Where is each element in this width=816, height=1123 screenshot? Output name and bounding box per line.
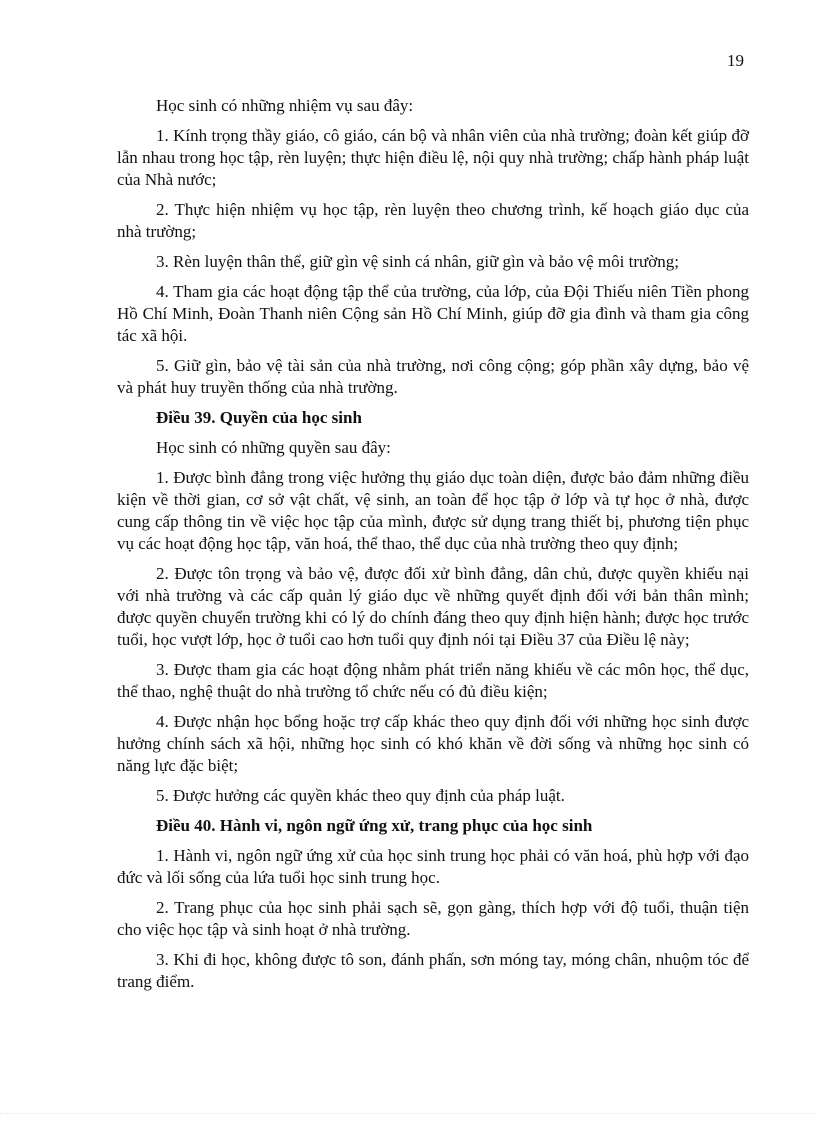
duties-intro: Học sinh có những nhiệm vụ sau đây: [156,96,414,115]
right-item: 3. Được tham gia các hoạt động nhằm phát triển năng khiếu về các môn học, thể dục, thể thao, nghệ thuật do nhà trường tổ chức nếu có đủ điều kiện; [117,660,749,701]
right-item: 1. Được bình đẳng trong việc hưởng thụ giáo dục toàn diện, được bảo đảm những điều kiện về thời gian, cơ sở vật chất, vệ sinh, an toàn để học tập ở lớp và tự học ở nhà, được cung cấp thông tin về việc học tập của mình, được sử dụng trang thiết bị, phương tiện phục vụ các hoạt động học tập, văn hoá, thể thao, thể dục của nhà trường theo quy định; [117,468,749,553]
right-item: 2. Được tôn trọng và bảo vệ, được đối xử bình đẳng, dân chủ, được quyền khiếu nại với nhà trường và các cấp quản lý giáo dục về những quyết định đối với bản thân mình; được quyền chuyển trường khi có lý do chính đáng theo quy định hiện hành; được học trước tuổi, học vượt lớp, học ở tuổi cao hơn tuổi quy định nói tại Điều 37 của Điều lệ này; [117,564,749,649]
page-bottom-divider [0,1113,816,1114]
conduct-item: 3. Khi đi học, không được tô son, đánh phấn, sơn móng tay, móng chân, nhuộm tóc để trang điểm. [117,950,749,991]
document-body [117,95,749,1001]
duty-item: 3. Rèn luyện thân thể, giữ gìn vệ sinh cá nhân, giữ gìn và bảo vệ môi trường; [156,252,679,271]
duty-item: 1. Kính trọng thầy giáo, cô giáo, cán bộ và nhân viên của nhà trường; đoàn kết giúp đỡ lẫn nhau trong học tập, rèn luyện; thực hiện điều lệ, nội quy nhà trường; chấp hành pháp luật của Nhà nước; [117,126,749,189]
conduct-item: 1. Hành vi, ngôn ngữ ứng xử của học sinh trung học phải có văn hoá, phù hợp với đạo đức và lối sống của lứa tuổi học sinh trung học. [117,846,749,887]
article-40-heading: Điều 40. Hành vi, ngôn ngữ ứng xử, trang phục của học sinh [156,816,593,835]
article-39-intro: Học sinh có những quyền sau đây: [156,438,391,457]
duty-item: 2. Thực hiện nhiệm vụ học tập, rèn luyện theo chương trình, kế hoạch giáo dục của nhà trường; [117,200,749,241]
conduct-item: 2. Trang phục của học sinh phải sạch sẽ, gọn gàng, thích hợp với độ tuổi, thuận tiện cho việc học tập và sinh hoạt ở nhà trường. [117,898,749,939]
right-item: 4. Được nhận học bổng hoặc trợ cấp khác theo quy định đối với những học sinh được hưởng chính sách xã hội, những học sinh có khó khăn về đời sống và những học sinh có năng lực đặc biệt; [117,712,749,775]
duty-item: 5. Giữ gìn, bảo vệ tài sản của nhà trường, nơi công cộng; góp phần xây dựng, bảo vệ và phát huy truyền thống của nhà trường. [117,356,749,397]
duty-item: 4. Tham gia các hoạt động tập thể của trường, của lớp, của Đội Thiếu niên Tiền phong Hồ Chí Minh, Đoàn Thanh niên Cộng sản Hồ Chí Minh, giúp đỡ gia đình và tham gia công tác xã hội. [117,282,749,345]
page-number: 19 [727,51,744,70]
article-39-heading: Điều 39. Quyền của học sinh [156,408,362,427]
right-item: 5. Được hưởng các quyền khác theo quy định của pháp luật. [156,786,565,805]
